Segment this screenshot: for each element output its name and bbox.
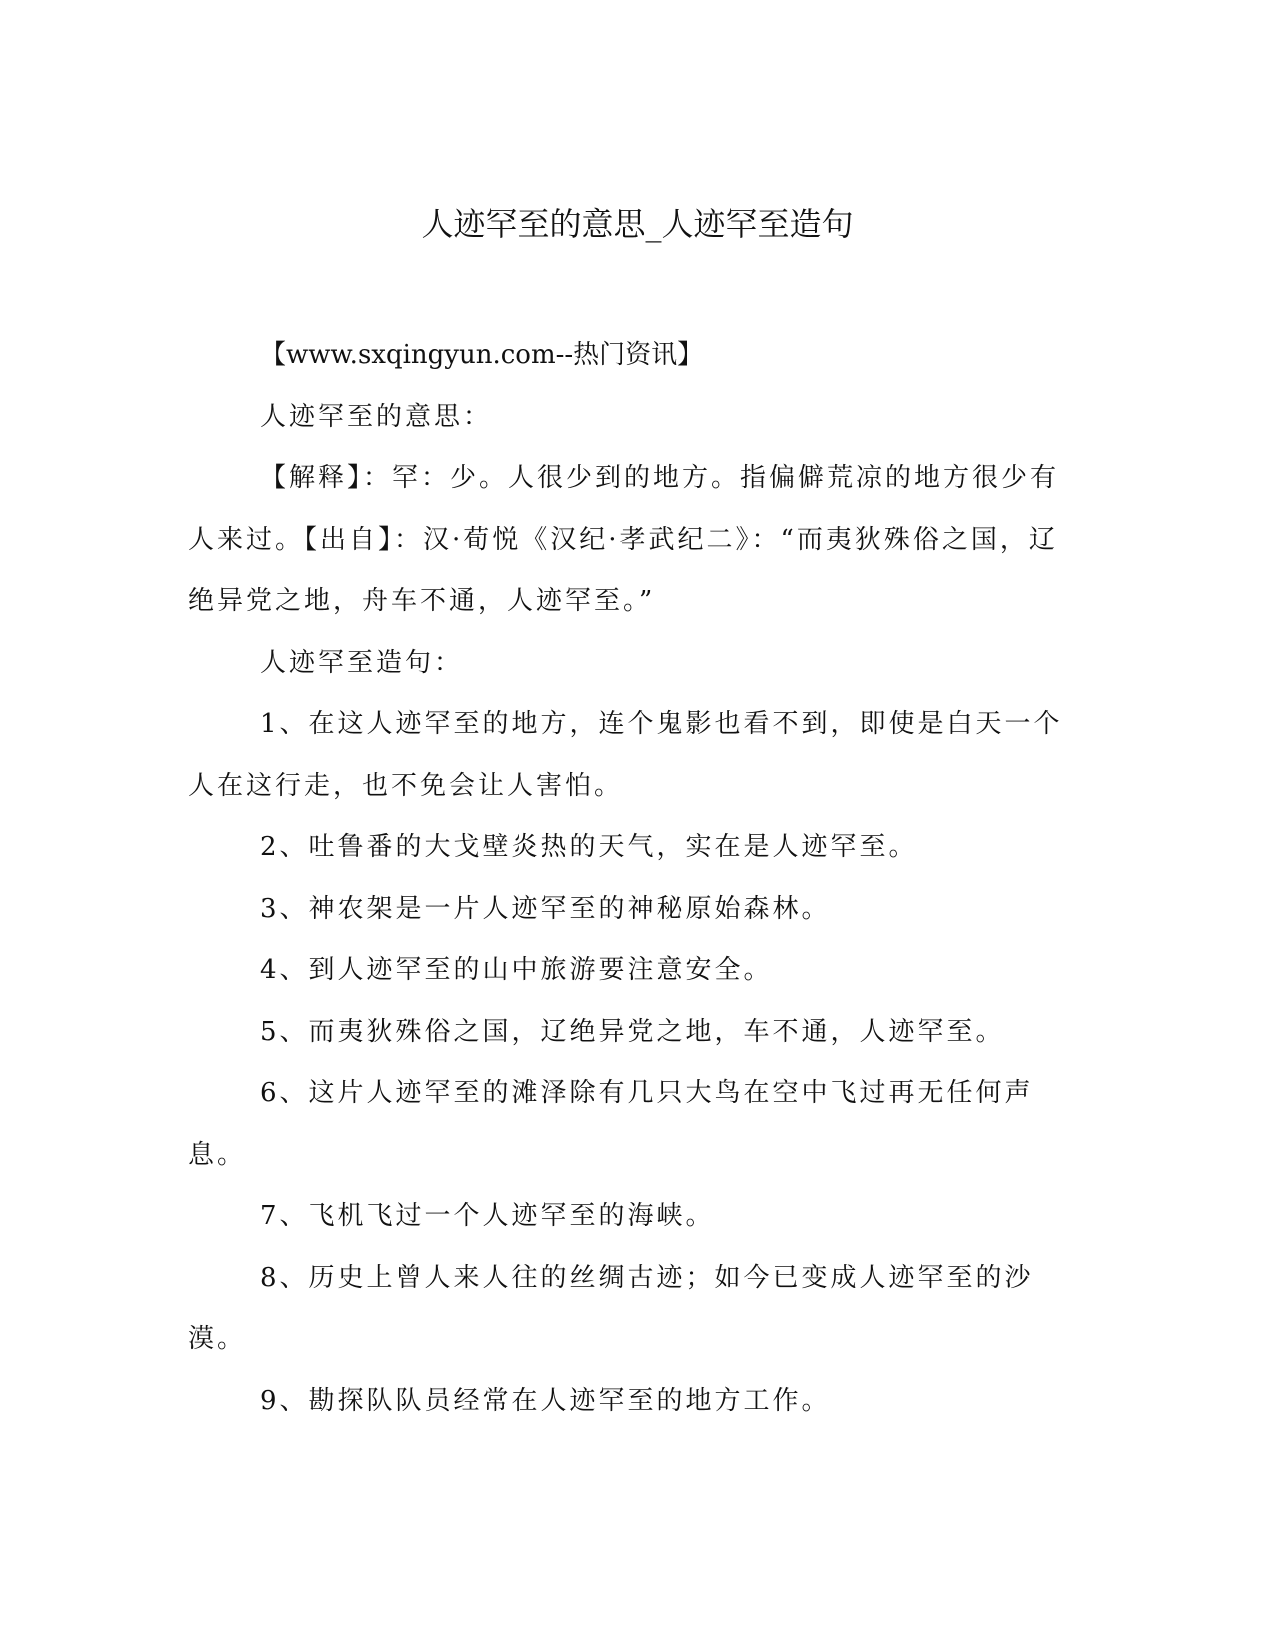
example-sentence-4: 4、到人迹罕至的山中旅游要注意安全。 — [260, 955, 773, 985]
example-sentence-9: 9、勘探队队员经常在人迹罕至的地方工作。 — [260, 1385, 831, 1416]
example-sentence-6: 6、这片人迹罕至的滩泽除有几只大鸟在空中飞过再无任何声息。 — [188, 1078, 1034, 1170]
document-body — [188, 325, 1068, 1432]
example-sentence-8: 8、历史上曾人来人往的丝绸古迹；如今已变成人迹罕至的沙漠。 — [188, 1262, 1034, 1354]
source-tag: 【www.sxqingyun.com--热门资讯】 — [260, 340, 704, 370]
example-sentence-3: 3、神农架是一片人迹罕至的神秘原始森林。 — [260, 893, 831, 924]
document-title: 人迹罕至的意思_人迹罕至造句 — [421, 205, 854, 243]
example-sentence-7: 7、飞机飞过一个人迹罕至的海峡。 — [260, 1201, 715, 1231]
example-sentence-5: 5、而夷狄殊俗之国，辽绝异党之地，车不通，人迹罕至。 — [260, 1016, 1005, 1047]
meaning-heading: 人迹罕至的意思： — [260, 401, 493, 432]
example-sentence-1: 1、在这人迹罕至的地方，连个鬼影也看不到，即使是白天一个人在这行走，也不免会让人害怕。 — [188, 709, 1063, 801]
explanation-paragraph: 【解释】：罕：少。人很少到的地方。指偏僻荒凉的地方很少有人来过。【出自】：汉·荀悦《汉纪·孝武纪二》：“而夷狄殊俗之国，辽绝异党之地，舟车不通，人迹罕至。” — [188, 463, 1060, 616]
example-sentence-2: 2、吐鲁番的大戈壁炎热的天气，实在是人迹罕至。 — [260, 832, 918, 862]
examples-heading: 人迹罕至造句： — [260, 647, 464, 678]
